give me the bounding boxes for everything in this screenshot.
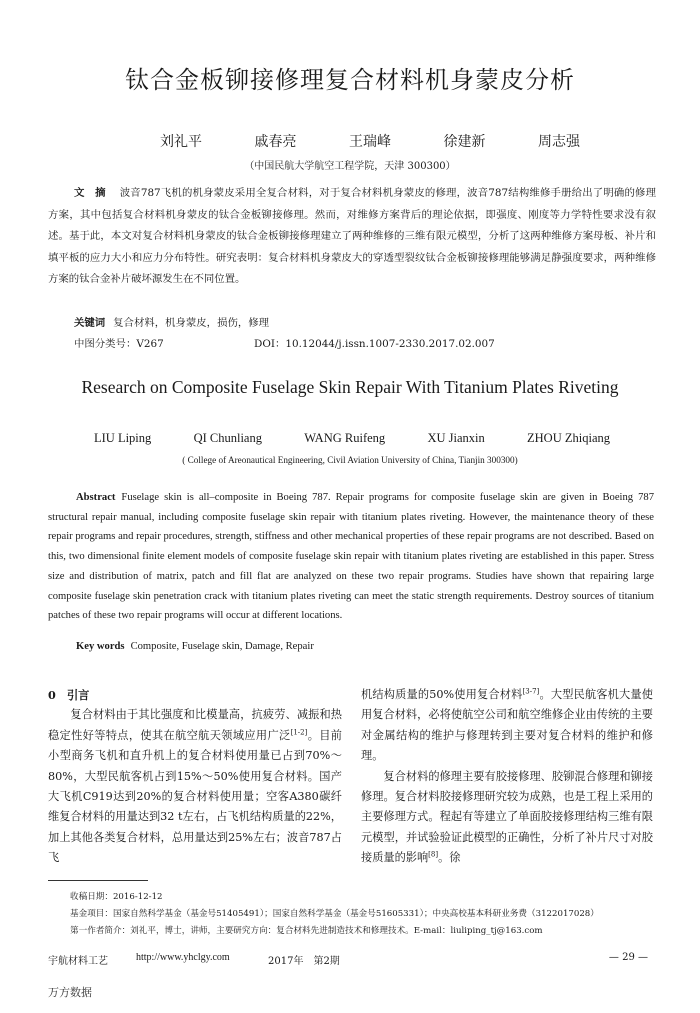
keywords-cn-label: 关键词 bbox=[74, 317, 106, 329]
abstract-en-text: Fuselage skin is all–composite in Boeing 787. Repair programs for composite fuselage skin are given in Boeing 787 structural repair manual, including composite fuselage skin repair with titanium plates riveting. However, the maintenance theory of these repair programs and repair procedures, strength, stiffness and other mechanical properties of these repair programs are not described. Based on this, two dimensional finite element models of composite fuselage skin repair with titanium plates riveting are established in this paper. Stress size and distribution of matrix, patch and fill flat are analyzed on these two repair programs. Studies have shown that repairing large composite fuselage skin penetration crack with titanium plates riveting can meet the static strength requirements. Destroy sources of titanium patches of these two repair programs will occur at different locations. bbox=[48, 492, 654, 622]
keywords-english bbox=[76, 641, 314, 652]
author-en-4: XU Jianxin bbox=[427, 431, 485, 445]
author-en-2: QI Chunliang bbox=[193, 431, 262, 445]
journal-issue: 2017年 第2期 bbox=[268, 956, 340, 967]
body-text: 复合材料的修理主要有胶接修理、胶铆混合修理和铆接修理。复合材料胶接修理研究较为成熟，也是工程上采用的主要修理方式。程起有等建立了单面胶接修理结构三维有限元模型，并试验验证此模型的正确性，分析了补片尺寸对胶接质量的影响 bbox=[361, 769, 653, 865]
body-text: 。徐 bbox=[438, 851, 461, 865]
author-cn-5: 周志强 bbox=[538, 134, 580, 150]
footnote-funding: 基金项目：国家自然科学基金（基金号51405491）；国家自然科学基金（基金号51605331）；中央高校基本科研业务费（3122017028） bbox=[70, 909, 599, 919]
doi[interactable]: DOI：10.12044/j.issn.1007-2330.2017.02.007 bbox=[254, 338, 495, 350]
journal-name: 宇航材料工艺 bbox=[48, 956, 108, 967]
body-paragraph bbox=[361, 685, 653, 767]
keywords-en-text: Composite, Fuselage skin, Damage, Repair bbox=[130, 641, 314, 652]
title-english: Research on Composite Fuselage Skin Repair With Titanium Plates Riveting bbox=[81, 377, 619, 397]
abstract-cn-label: 文 摘 bbox=[74, 187, 106, 199]
author-en-3: WANG Ruifeng bbox=[304, 431, 386, 445]
body-text: 。大型民航客机大量使用复合材料，必将使航空公司和航空维修企业由传统的主要对金属结构的维护与修理转到主要对复合材料的维护和修理。 bbox=[361, 688, 653, 763]
author-cn-1: 刘礼平 bbox=[160, 134, 202, 150]
author-en-1: LIU Liping bbox=[94, 431, 152, 445]
journal-website[interactable]: http://www.yhclgy.com bbox=[136, 952, 230, 963]
keywords-chinese bbox=[74, 314, 269, 329]
body-column-right bbox=[361, 685, 653, 869]
author-cn-3: 王瑞峰 bbox=[349, 134, 391, 150]
citation[interactable]: [8] bbox=[428, 850, 439, 859]
body-paragraph bbox=[361, 767, 653, 869]
body-paragraph bbox=[48, 705, 342, 868]
footnote-received-date: 收稿日期：2016-12-12 bbox=[70, 892, 163, 902]
author-cn-2: 戚春亮 bbox=[254, 134, 297, 150]
title-chinese: 钛合金板铆接修理复合材料机身蒙皮分析 bbox=[125, 66, 575, 94]
clc-number: 中图分类号：V267 bbox=[74, 338, 164, 350]
watermark-wanfang: 万方数据 bbox=[48, 986, 92, 999]
footnote-divider bbox=[48, 880, 148, 881]
body-text: 。目前小型商务飞机和直升机上的复合材料使用量已占到70%～80%，大型民航客机占到15%～50%使用复合材料。国产大飞机C919达到20%的复合材料使用量；空客A380碳纤维复合材料的用量达到32 t左右，占飞机结构质量的22%，加上其他各类复合材料，总用量达到25%左右；波音787占飞 bbox=[48, 728, 342, 865]
keywords-en-label: Key words bbox=[76, 641, 125, 652]
body-text: 机结构质量的50%使用复合材料 bbox=[361, 688, 523, 701]
authors-chinese bbox=[160, 131, 580, 151]
body-column-left bbox=[48, 685, 342, 869]
body-text: 复合材料由于其比强度和比模量高，抗疲劳、减振和热稳定性好等特点，使其在航空航天领域应用广泛 bbox=[48, 708, 342, 742]
abstract-cn-text: 波音787飞机的机身蒙皮采用全复合材料，对于复合材料机身蒙皮的修理，波音787结构维修手册给出了明确的修理方案，其中包括复合材料机身蒙皮的钛合金板铆接修理。然而，对维修方案背后的理论依据，即强度、刚度等力学特性要求没有叙述。基于此，本文对复合材料机身蒙皮的钛合金板铆接修理建立了两种维修的三维有限元模型，分析了这两种维修方案母板、补片和填平板的应力大小和应力分布特性。研究表明：复合材料机身蒙皮大的穿透型裂纹钛合金板铆接修理能够满足静强度要求，两种维修方案的钛合金补片破坏源发生在不同位置。 bbox=[48, 187, 657, 285]
abstract-english bbox=[48, 488, 654, 626]
citation[interactable]: [3-7] bbox=[522, 687, 540, 696]
page-number: — 29 — bbox=[608, 952, 648, 963]
footnote-author-bio: 第一作者简介：刘礼平，博士，讲师，主要研究方向：复合材料先进制造技术和修理技术。E-mail：liuliping_tj@163.com bbox=[70, 926, 543, 936]
citation[interactable]: [1-2] bbox=[290, 728, 308, 737]
affiliation-chinese: （中国民航大学航空工程学院，天津 300300） bbox=[244, 161, 456, 172]
classification-line bbox=[74, 335, 634, 350]
author-cn-4: 徐建新 bbox=[443, 134, 486, 150]
section-heading-introduction: 0 引言 bbox=[48, 688, 90, 702]
authors-english bbox=[94, 431, 610, 446]
abstract-chinese bbox=[48, 183, 656, 291]
abstract-en-label: Abstract bbox=[76, 492, 116, 503]
footnotes bbox=[70, 889, 660, 940]
author-en-5: ZHOU Zhiqiang bbox=[527, 431, 610, 445]
keywords-cn-text: 复合材料，机身蒙皮，损伤，修理 bbox=[113, 317, 270, 329]
affiliation-english: ( College of Areonautical Engineering, Civil Aviation University of China, Tianjin 300300) bbox=[182, 455, 518, 465]
